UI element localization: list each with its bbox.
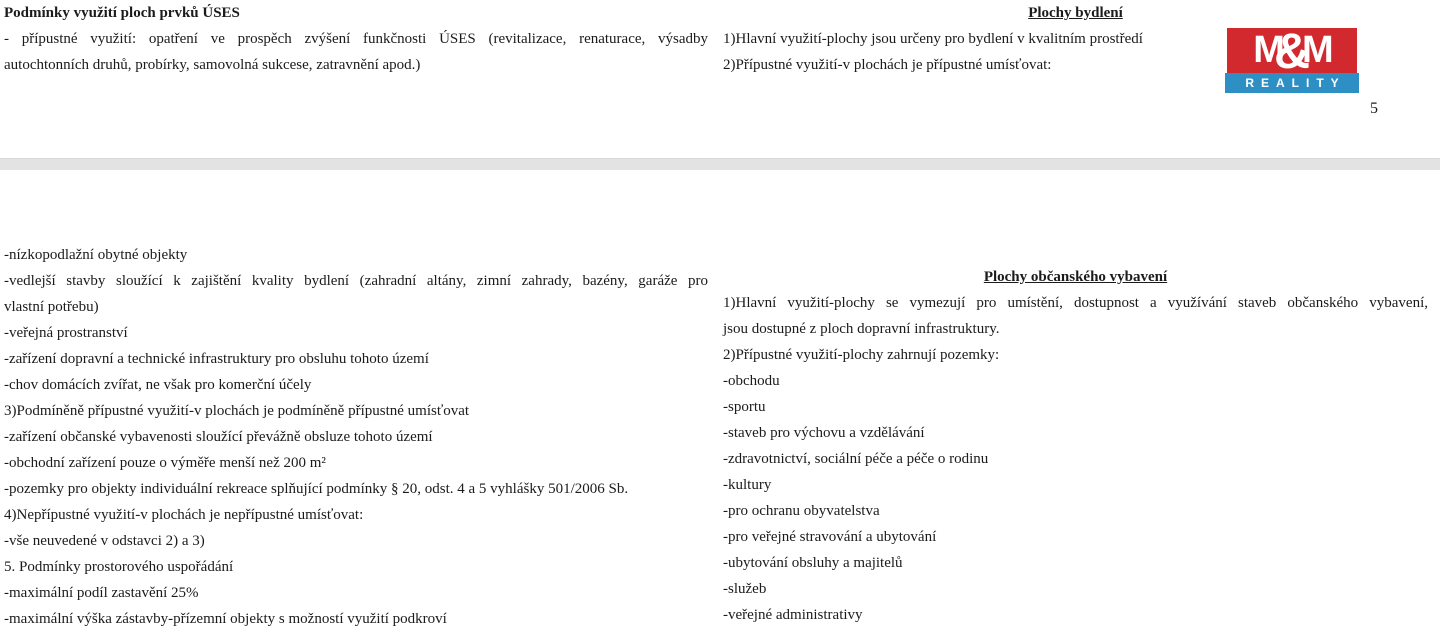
text-line: -pozemky pro objekty individuální rekreace splňující podmínky § 20, odst. 4 a 5 vyhlášky 501/2006 Sb. bbox=[4, 481, 629, 497]
logo-reality-bar: REALITY bbox=[1225, 73, 1359, 93]
text-line: -nízkopodlažní obytné objekty bbox=[4, 247, 188, 263]
text-line: 1)Hlavní využití-plochy jsou určeny pro bydlení v kvalitním prostředí bbox=[723, 31, 1143, 47]
page-separator-band bbox=[0, 158, 1440, 170]
section-obcanske bbox=[723, 264, 1428, 628]
section-obcanske-heading: Plochy občanského vybavení bbox=[983, 269, 1168, 285]
text-line: -obchodu bbox=[723, 373, 780, 389]
text-line: -zařízení občanské vybavenosti sloužící převážně obsluze tohoto území bbox=[4, 429, 433, 445]
logo-ampersand: & bbox=[1273, 28, 1311, 73]
text-line: -veřejná prostranství bbox=[4, 325, 128, 341]
text-line: -sportu bbox=[723, 399, 766, 415]
text-line: -chov domácích zvířat, ne však pro komerční účely bbox=[4, 377, 312, 393]
section-uses bbox=[4, 0, 708, 78]
text-line: 1)Hlavní využití-plochy se vymezují pro umístění, dostupnost a využívání staveb občanského vybavení, bbox=[723, 295, 1428, 311]
text-line: -maximální podíl zastavění 25% bbox=[4, 585, 199, 601]
text-line: - přípustné využití: opatření ve prospěch zvýšení funkčnosti ÚSES (revitalizace, renaturace, výsadby bbox=[4, 31, 708, 47]
text-line: 3)Podmíněně přípustné využití-v plochách je podmíněně přípustné umísťovat bbox=[4, 403, 470, 419]
text-line: -vedlejší stavby sloužící k zajištění kvality bydlení (zahradní altány, zimní zahrady, bazény, garáže pro bbox=[4, 273, 708, 289]
text-line: jsou dostupné z ploch dopravní infrastruktury. bbox=[723, 321, 1000, 337]
section-bydleni-list bbox=[4, 242, 708, 632]
logo-letter-m: M bbox=[1302, 29, 1331, 71]
text-line: -veřejné administrativy bbox=[723, 607, 863, 623]
text-line: 4)Nepřípustné využití-v plochách je nepřípustné umísťovat: bbox=[4, 507, 364, 523]
text-line: autochtonních druhů, probírky, samovolná sukcese, zatravnění apod.) bbox=[4, 57, 421, 73]
text-line: 2)Přípustné využití-plochy zahrnují pozemky: bbox=[723, 347, 1000, 363]
text-line: -obchodní zařízení pouze o výměře menší než 200 m² bbox=[4, 455, 326, 471]
text-line: -ubytování obsluhy a majitelů bbox=[723, 555, 903, 571]
logo-letter-m: M bbox=[1253, 29, 1282, 71]
mm-logo-mark bbox=[1227, 28, 1357, 73]
section-bydleni-heading: Plochy bydlení bbox=[1028, 5, 1123, 21]
text-line: -zdravotnictví, sociální péče a péče o rodinu bbox=[723, 451, 989, 467]
text-line: -pro ochranu obyvatelstva bbox=[723, 503, 880, 519]
text-line: -kultury bbox=[723, 477, 772, 493]
text-line: -staveb pro výchovu a vzdělávání bbox=[723, 425, 925, 441]
page-number: 5 bbox=[1370, 100, 1378, 117]
section-uses-heading: Podmínky využití ploch prvků ÚSES bbox=[4, 5, 240, 21]
text-line: -vše neuvedené v odstavci 2) a 3) bbox=[4, 533, 205, 549]
mm-reality-logo bbox=[1225, 28, 1359, 93]
text-line: 5. Podmínky prostorového uspořádání bbox=[4, 559, 234, 575]
text-line: vlastní potřebu) bbox=[4, 299, 99, 315]
text-line: -pro veřejné stravování a ubytování bbox=[723, 529, 937, 545]
text-line: -zařízení dopravní a technické infrastruktury pro obsluhu tohoto území bbox=[4, 351, 429, 367]
text-line: 2)Přípustné využití-v plochách je přípustné umísťovat: bbox=[723, 57, 1052, 73]
text-line: -služeb bbox=[723, 581, 767, 597]
text-line: -maximální výška zástavby-přízemní objekty s možností využití podkroví bbox=[4, 611, 447, 627]
